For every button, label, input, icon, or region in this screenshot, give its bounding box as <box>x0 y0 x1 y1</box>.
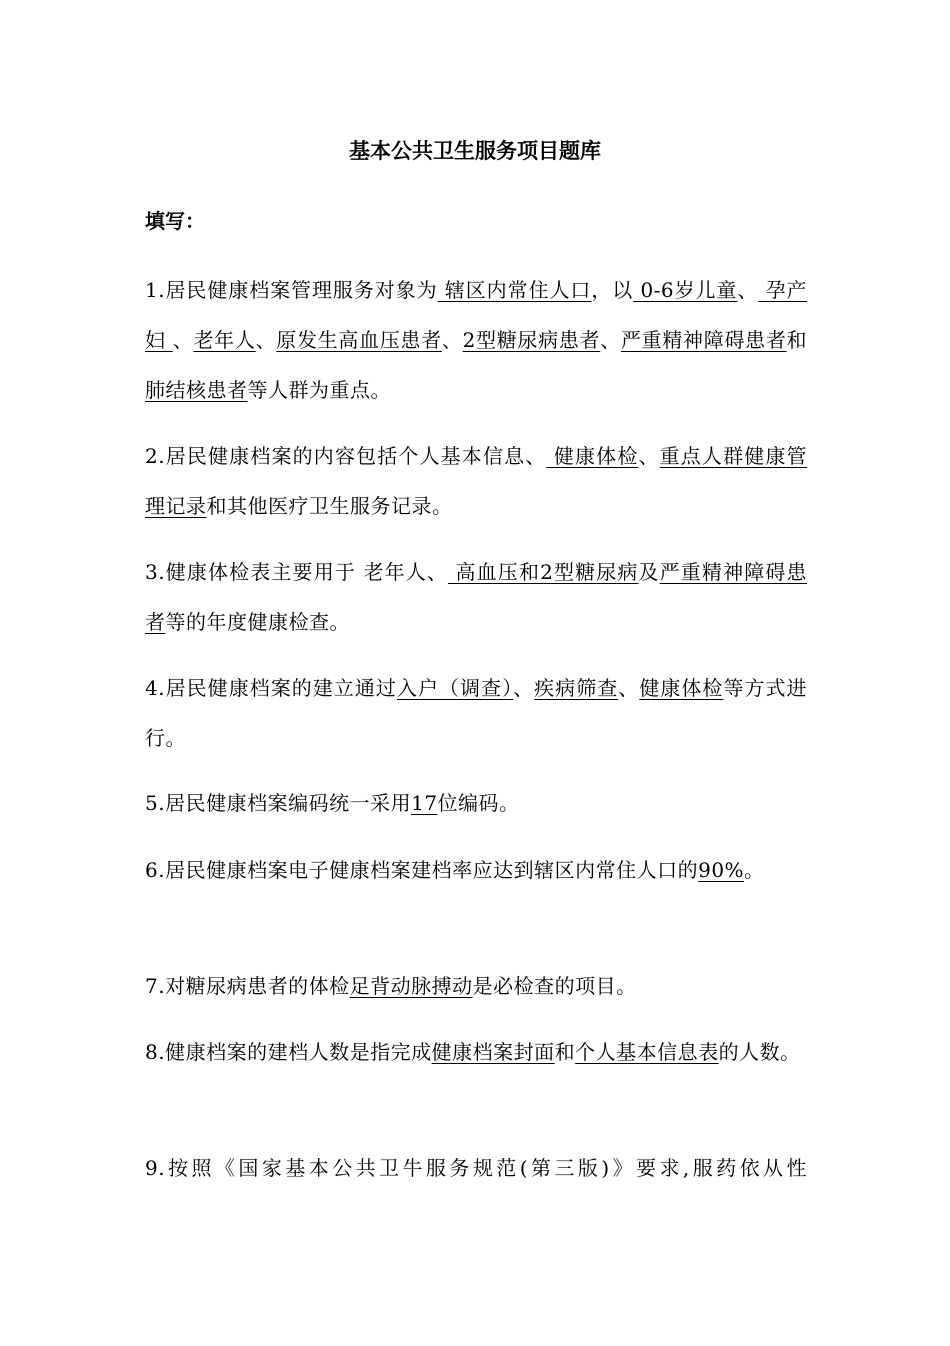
answer-blank: 辖区内常住人口 <box>437 278 592 302</box>
question-2 <box>145 431 807 531</box>
answer-blank: 疾病筛查 <box>534 676 619 700</box>
question-3 <box>145 547 807 647</box>
question-9 <box>145 1143 807 1193</box>
question-text: 、 <box>255 328 277 352</box>
question-text: 、 <box>600 328 621 352</box>
answer-blank: 健康体检 <box>546 444 639 468</box>
question-text: 和 <box>554 1040 576 1064</box>
answer-blank: 个人基本信息表 <box>575 1040 719 1064</box>
question-5 <box>145 778 807 828</box>
question-text: 及 <box>638 560 660 584</box>
question-text: 等人群为重点。 <box>247 378 391 402</box>
question-text: 。 <box>744 858 765 882</box>
question-text: 4.居民健康档案的建立通过 <box>145 676 397 700</box>
question-1 <box>145 265 807 415</box>
answer-blank: 原发生高血压患者 <box>276 328 442 352</box>
answer-blank: 肺结核患者 <box>145 378 248 402</box>
question-4 <box>145 663 807 763</box>
question-text: 、 <box>618 676 640 700</box>
question-text: 、 <box>638 444 660 468</box>
answer-blank: 孕产妇 <box>145 278 808 352</box>
question-text: 5.居民健康档案编码统一采用 <box>145 791 412 815</box>
page-title: 基本公共卫生服务项目题库 <box>349 139 601 163</box>
answer-blank: 健康体检 <box>639 676 724 700</box>
question-text: 和其他医疗卫生服务记录。 <box>206 494 453 518</box>
question-text: 和 <box>786 328 808 352</box>
question-text: 2.居民健康档案的内容包括个人基本信息、 <box>145 444 547 468</box>
question-text: 、 <box>513 676 535 700</box>
question-7 <box>145 961 807 1011</box>
answer-blank: 2型糖尿病患者 <box>462 328 601 352</box>
answer-blank: 90% <box>698 858 745 882</box>
answer-blank: 重点人群健康管理记录 <box>145 444 808 518</box>
answer-blank: 入户（调查） <box>396 676 514 700</box>
question-text: 位编码。 <box>437 791 520 815</box>
question-text: 、 <box>172 328 194 352</box>
question-text: 、 <box>441 328 463 352</box>
question-text: 、 <box>737 278 759 302</box>
section-label: 填写： <box>145 209 205 233</box>
answer-blank: 严重精神障碍患者 <box>145 560 807 634</box>
answer-blank: 0-6岁儿童 <box>633 278 738 302</box>
answer-blank: 严重精神障碍患者 <box>620 328 787 352</box>
answer-blank: 17 <box>411 791 438 815</box>
answer-blank: 高血压和2型糖尿病 <box>448 560 639 584</box>
answer-blank: 健康档案封面 <box>431 1040 555 1064</box>
question-text: 是必检查的项目。 <box>472 974 637 998</box>
question-text: ，以 <box>591 278 634 302</box>
question-text: 7.对糖尿病患者的体检 <box>145 974 350 998</box>
answer-blank: 足背动脉搏动 <box>349 974 473 998</box>
question-text: 1.居民健康档案管理服务对象为 <box>145 278 438 302</box>
question-text: 9.按照《国家基本公共卫牛服务规范(第三版)》要求,服药依从性 <box>145 1156 807 1180</box>
answer-blank: 老年人 <box>193 328 256 352</box>
question-text: 的人数。 <box>718 1040 801 1064</box>
question-text: 6.居民健康档案电子健康档案建档率应达到辖区内常住人口的 <box>145 858 699 882</box>
question-text: 等方式进行。 <box>145 676 808 750</box>
question-text: 8.健康档案的建档人数是指完成 <box>145 1040 432 1064</box>
question-text: 3.健康体检表主要用于 老年人、 <box>145 560 449 584</box>
question-8 <box>145 1027 807 1077</box>
question-text: 等的年度健康检查。 <box>165 610 350 634</box>
question-6 <box>145 845 807 895</box>
